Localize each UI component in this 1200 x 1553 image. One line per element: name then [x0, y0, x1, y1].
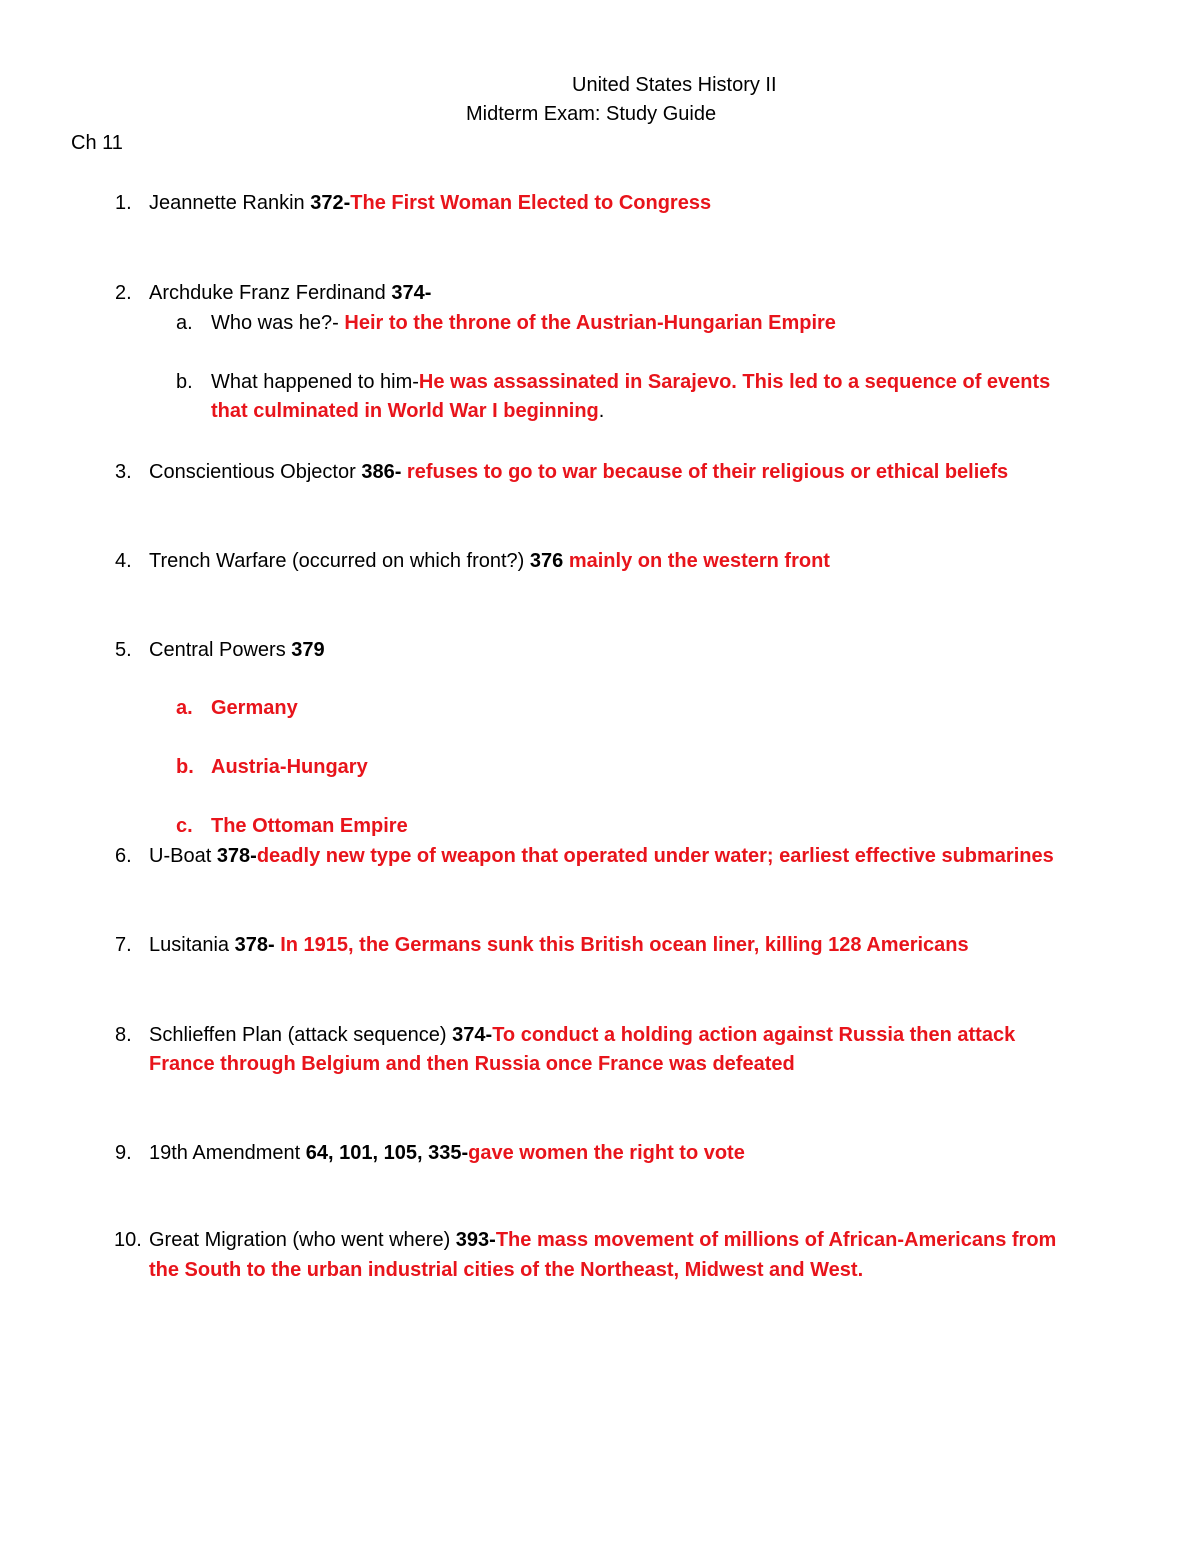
subitem-letter: c. — [176, 815, 193, 837]
item-answer: The First Woman Elected to Congress — [350, 192, 712, 214]
item-number: 10. — [114, 1229, 142, 1251]
item-number: 9. — [115, 1142, 132, 1164]
subitem-answer: The Ottoman Empire — [211, 815, 408, 837]
item-term: Trench Warfare (occurred on which front?) — [149, 550, 530, 572]
subitem-answer: that culminated in World War I beginning — [211, 400, 599, 422]
item-pages: 378- — [234, 934, 281, 956]
subitem-answer: Heir to the throne of the Austrian-Hungarian Empire — [344, 312, 836, 334]
subitem-continuation — [211, 399, 604, 423]
item-answer: To conduct a holding action against Russia then attack — [492, 1024, 1016, 1046]
item-term: Lusitania — [149, 934, 235, 956]
item-number: 7. — [115, 934, 132, 956]
item-answer: deadly new type of weapon that operated under water; earliest effective submarines — [256, 845, 1054, 867]
subitem-answer: Austria-Hungary — [211, 756, 368, 778]
item-pages: 64, 101, 105, 335- — [305, 1142, 469, 1164]
item-term: Great Migration (who went where) — [149, 1229, 456, 1251]
item-answer: refuses to go to war because of their religious or ethical beliefs — [406, 461, 1009, 483]
list-item — [149, 1228, 1056, 1252]
item-pages: 376 — [529, 550, 569, 572]
item-number: 2. — [115, 282, 132, 304]
item-pages: 378- — [216, 845, 257, 867]
item-term: Jeannette Rankin — [149, 192, 311, 214]
item-answer: mainly on the western front — [568, 550, 830, 572]
item-term: Central Powers — [149, 639, 292, 661]
list-item — [149, 844, 1054, 868]
item-term: Conscientious Objector — [149, 461, 362, 483]
list-item — [149, 1141, 745, 1165]
item-pages: 379 — [291, 639, 325, 661]
item-pages: 372- — [310, 192, 351, 214]
subitem — [211, 311, 836, 335]
list-item — [149, 549, 830, 573]
item-answer: In 1915, the Germans sunk this British ocean liner, killing 128 Americans — [280, 934, 969, 956]
item-term: U-Boat — [149, 845, 217, 867]
subitem-question: Who was he?- — [211, 312, 345, 334]
item-number: 4. — [115, 550, 132, 572]
document-title: United States History II — [572, 74, 777, 96]
item-answer-continuation: the South to the urban industrial cities of the Northeast, Midwest and West. — [149, 1259, 864, 1281]
document-subtitle: Midterm Exam: Study Guide — [466, 103, 717, 125]
item-number: 1. — [115, 192, 132, 214]
item-term: Schlieffen Plan (attack sequence) — [149, 1024, 453, 1046]
subitem-answer: Germany — [211, 697, 298, 719]
chapter-heading: Ch 11 — [71, 132, 123, 154]
list-item — [149, 638, 325, 662]
subitem-question: What happened to him- — [211, 371, 419, 393]
list-item — [149, 191, 711, 215]
subitem-letter: a. — [176, 697, 193, 719]
item-term: 19th Amendment — [149, 1142, 306, 1164]
item-answer: The mass movement of millions of African-Americans from — [495, 1229, 1057, 1251]
item-pages: 374- — [452, 1024, 493, 1046]
item-number: 6. — [115, 845, 132, 867]
subitem-letter: b. — [176, 756, 194, 778]
item-pages: 374- — [391, 282, 432, 304]
list-item — [149, 460, 1008, 484]
item-answer-continuation: France through Belgium and then Russia once France was defeated — [149, 1053, 795, 1075]
subitem-letter: a. — [176, 312, 193, 334]
list-item — [149, 1023, 1015, 1047]
item-pages: 393- — [455, 1229, 496, 1251]
item-term: Archduke Franz Ferdinand — [149, 282, 392, 304]
subitem-trail: . — [598, 400, 605, 422]
subitem-answer: He was assassinated in Sarajevo. This led to a sequence of events — [418, 371, 1051, 393]
item-number: 3. — [115, 461, 132, 483]
list-item — [149, 933, 969, 957]
item-answer: gave women the right to vote — [468, 1142, 745, 1164]
item-number: 5. — [115, 639, 132, 661]
item-pages: 386- — [361, 461, 407, 483]
subitem-letter: b. — [176, 371, 193, 393]
item-number: 8. — [115, 1024, 132, 1046]
list-item — [149, 281, 431, 305]
subitem — [211, 370, 1050, 394]
